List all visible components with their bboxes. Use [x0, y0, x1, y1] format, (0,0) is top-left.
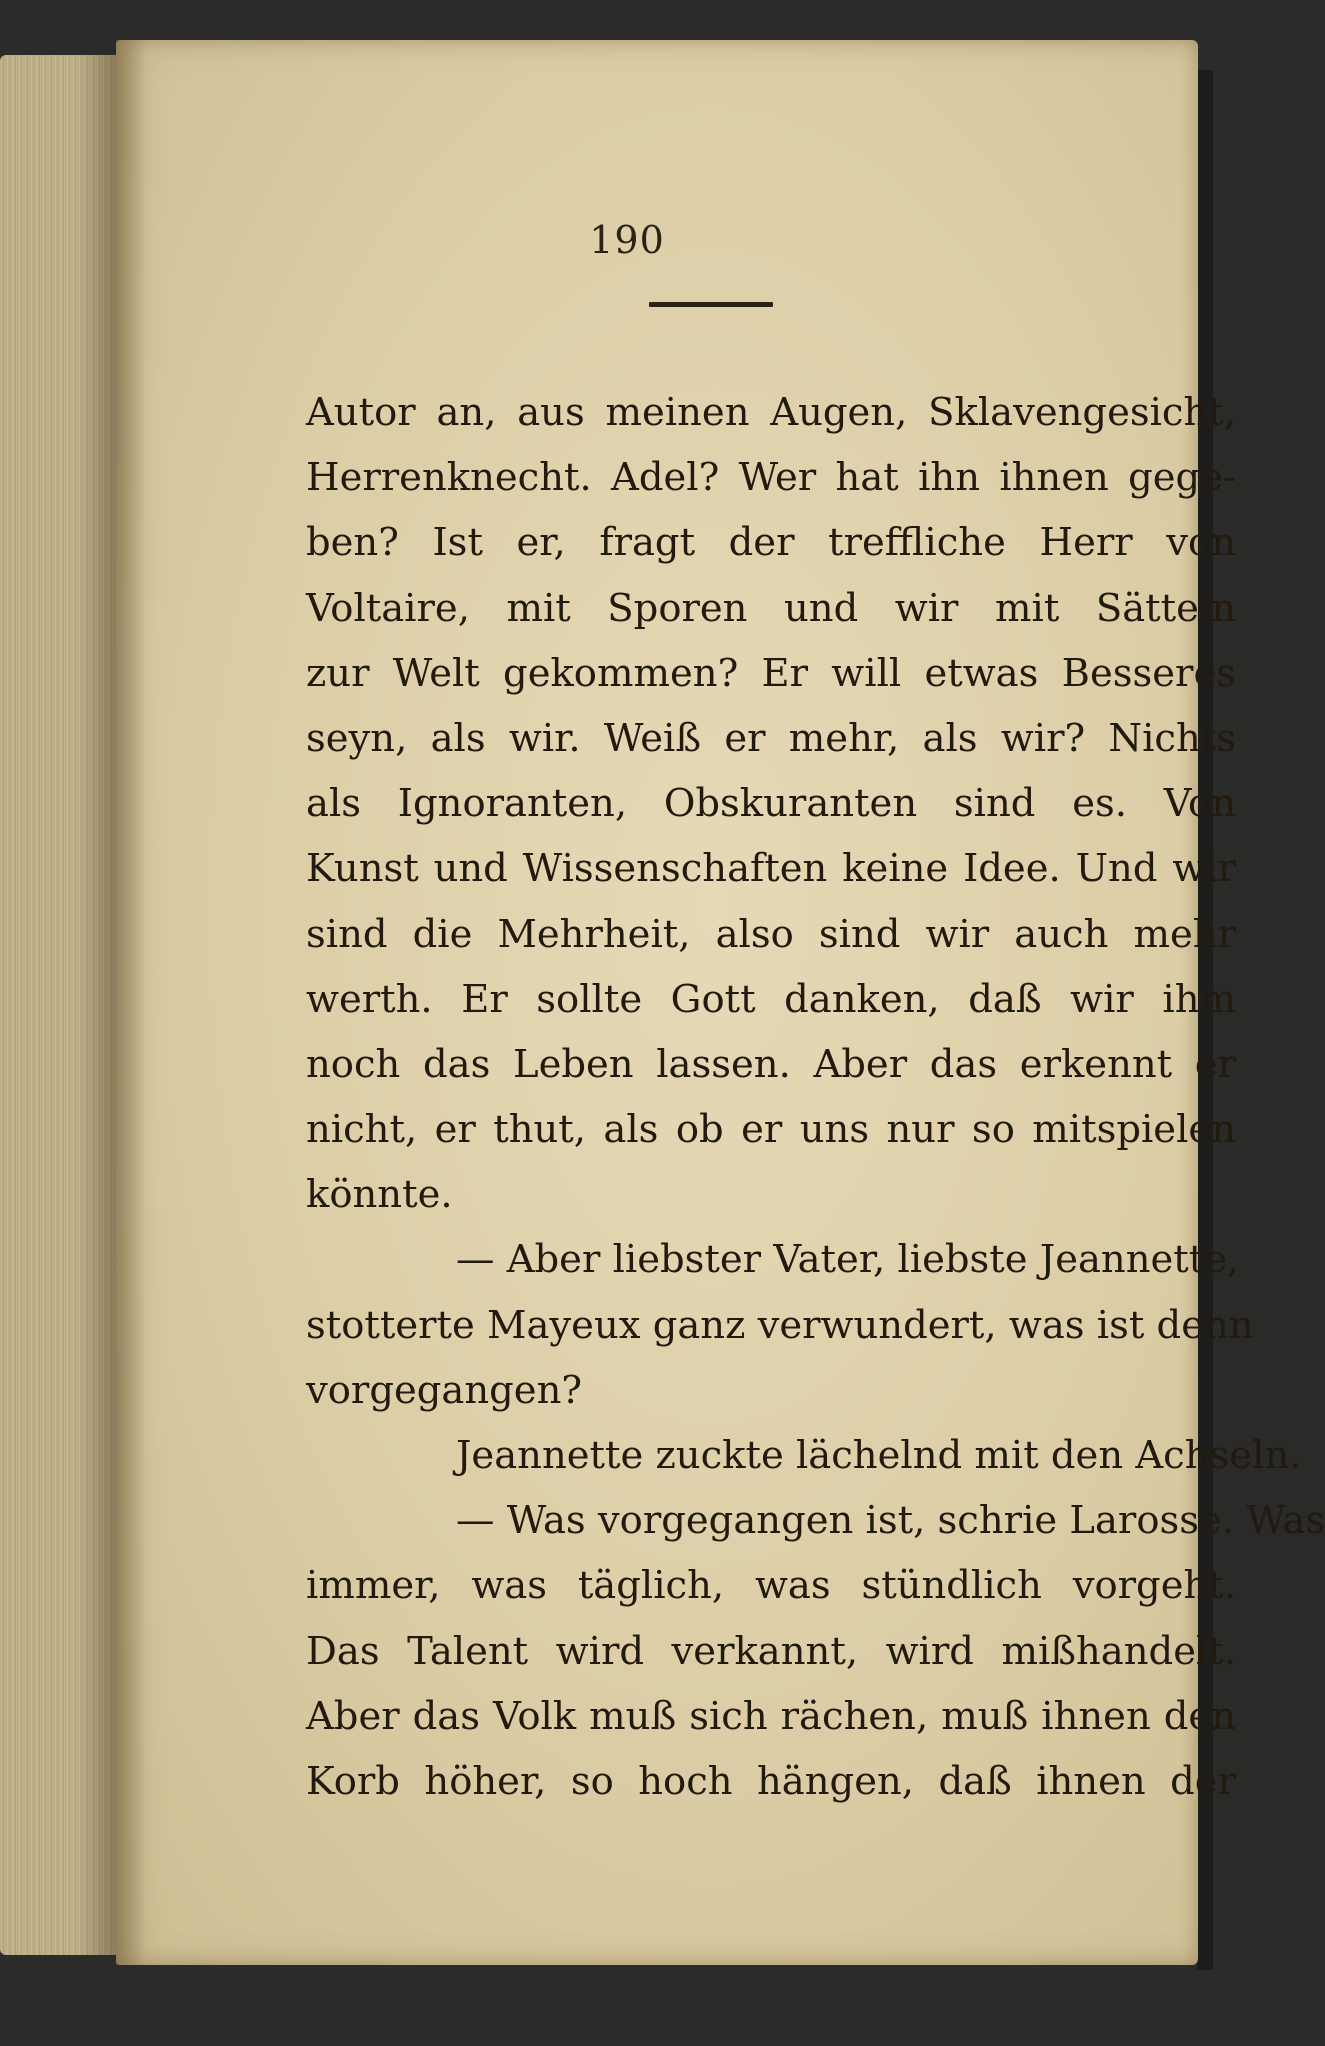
text-line: noch das Leben lassen. Aber das erkennt er — [306, 1041, 1236, 1087]
text-line: — Was vorgegangen ist, schrie Larosse. Was — [456, 1498, 1325, 1544]
text-line: Aber das Volk muß sich rächen, muß ihnen den — [306, 1693, 1236, 1739]
text-line: als Ignoranten, Obskuranten sind es. Von — [306, 781, 1236, 827]
text-line: Voltaire, mit Sporen und wir mit Sätteln — [306, 585, 1236, 631]
text-line: werth. Er sollte Gott danken, daß wir ihm — [306, 976, 1236, 1022]
text-line: sind die Mehrheit, also sind wir auch mehr — [306, 911, 1236, 957]
text-line: Das Talent wird verkannt, wird mißhandelt. — [306, 1628, 1236, 1674]
text-line: ben? Ist er, fragt der treffliche Herr von — [306, 520, 1236, 566]
text-line: Jeannette zuckte lächelnd mit den Achseln. — [456, 1433, 1302, 1478]
text-line: zur Welt gekommen? Er will etwas Besseres — [306, 650, 1236, 696]
text-line: Herrenknecht. Adel? Wer hat ihn ihnen gege- — [306, 455, 1236, 501]
text-line: immer, was täglich, was stündlich vorgeht. — [306, 1563, 1236, 1609]
body-text — [306, 380, 1325, 1814]
page-edges — [0, 55, 118, 1955]
text-line: Korb höher, so hoch hängen, daß ihnen der — [306, 1758, 1236, 1804]
book-page — [116, 40, 1325, 1965]
header-rule — [649, 302, 773, 307]
text-line: — Aber liebster Vater, liebste Jeannette, — [456, 1237, 1240, 1283]
page-number: 190 — [589, 218, 665, 262]
text-line: Kunst und Wissenschaften keine Idee. Und wir — [306, 846, 1236, 892]
text-line: seyn, als wir. Weiß er mehr, als wir? Nichts — [306, 715, 1236, 761]
text-line: Autor an, aus meinen Augen, Sklavengesicht, — [306, 390, 1236, 435]
text-line: stotterte Mayeux ganz verwundert, was ist denn — [306, 1302, 1254, 1348]
text-line: vorgegangen? — [306, 1367, 583, 1413]
text-line: könnte. — [306, 1172, 453, 1218]
text-line: nicht, er thut, als ob er uns nur so mitspielen — [306, 1107, 1236, 1153]
